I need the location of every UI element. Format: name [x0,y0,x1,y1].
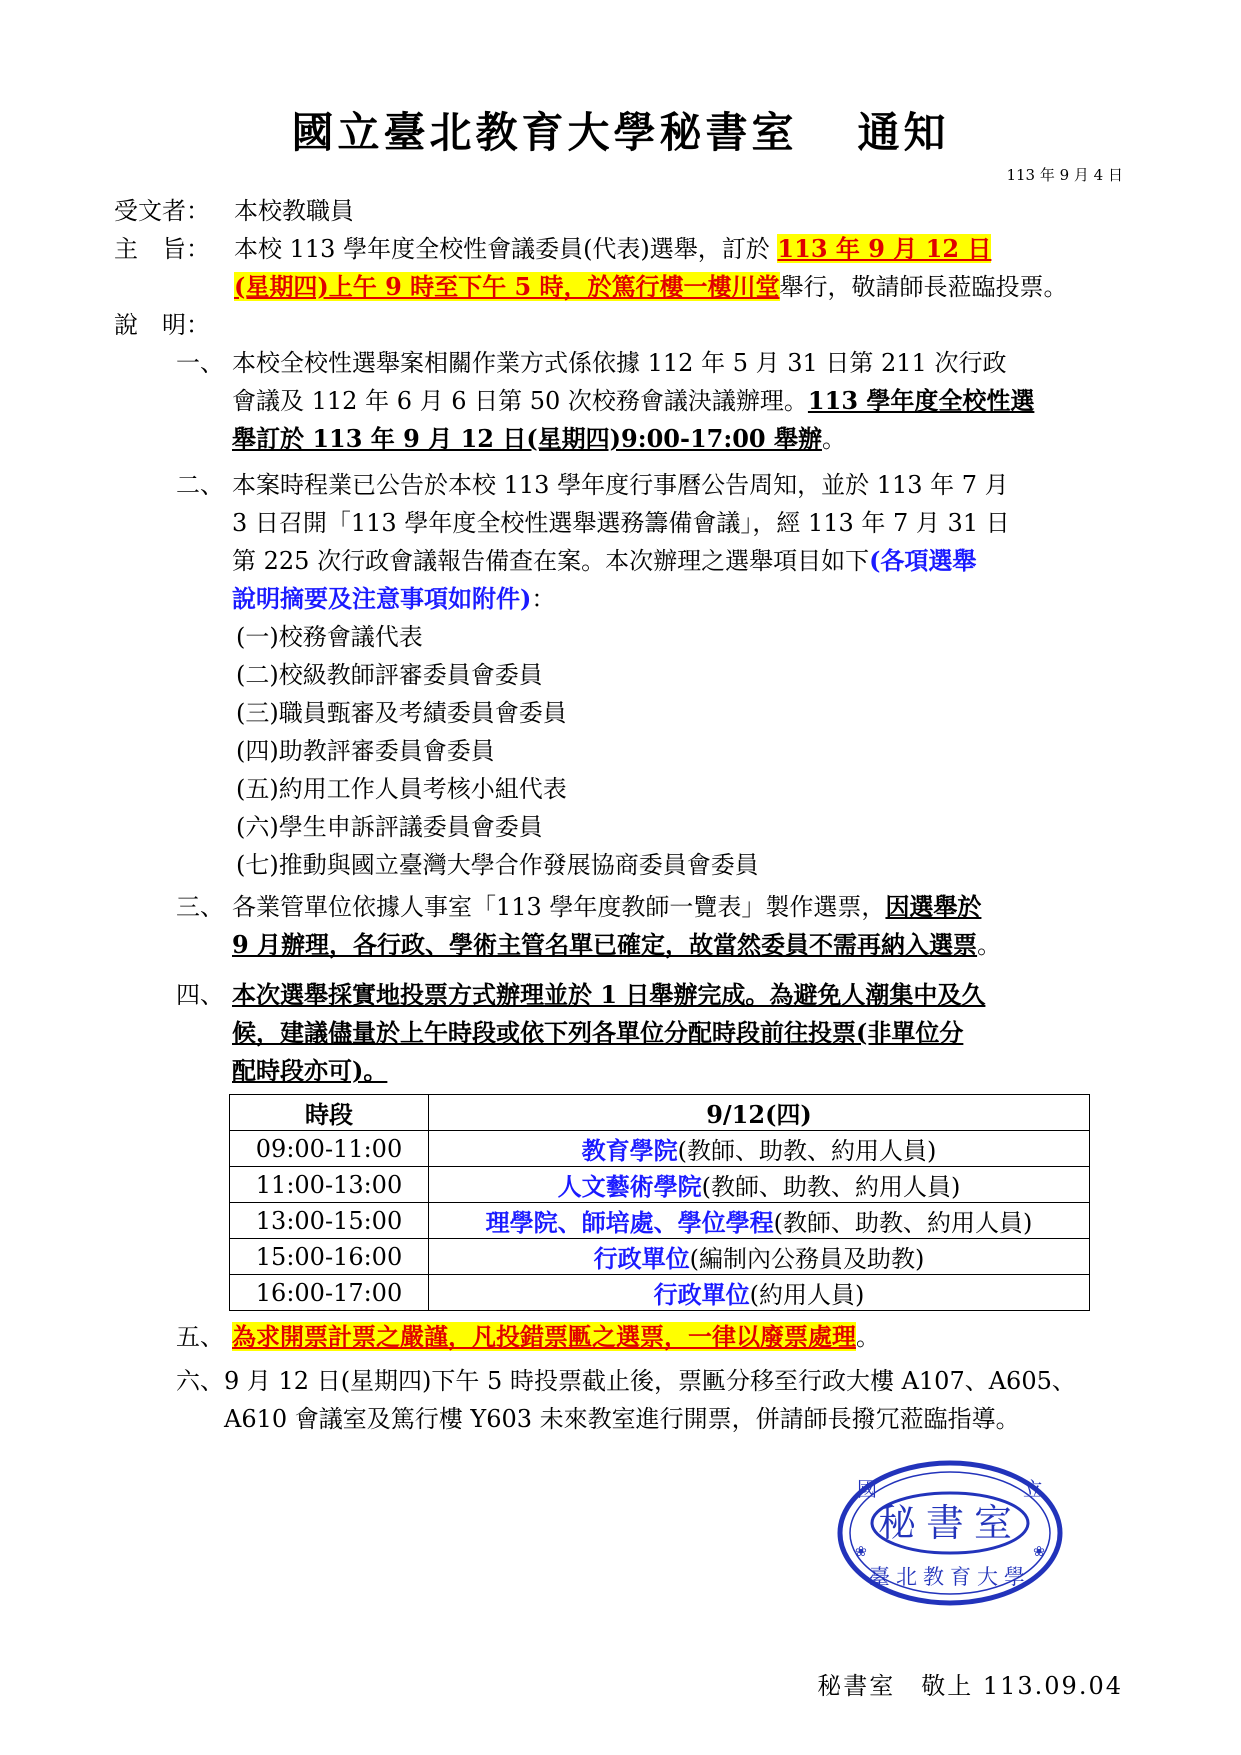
unit-note: (編制內公務員及助教) [689,1245,925,1273]
item-number: 三、 [176,893,224,921]
item-text: 。 [977,931,1002,959]
unit-name: 人文藝術學院 [557,1172,702,1201]
title-type: 通知 [857,108,950,157]
description-item-3 [176,888,1126,964]
description-item-2 [176,466,1126,884]
column-header-time: 時段 [230,1095,429,1131]
voting-schedule-table [229,1094,1090,1311]
recipient-label: 受文者： [114,197,210,225]
subject-text-before: 本校 113 學年度全校性會議委員(代表)選舉，訂於 [234,235,778,263]
unit-cell [429,1275,1090,1311]
document-title [0,100,1241,160]
item-emphasis: 候，建議儘量於上午時段或依下列各單位分配時段前往投票(非單位分 [232,1018,964,1047]
stamp-ring-text: 立 [1023,1477,1043,1501]
item-emphasis: 配時段亦可)。 [232,1056,388,1085]
table-row [230,1239,1090,1275]
item-text: 第 225 次行政會議報告備查在案。本次辦理之選舉項目如下 [232,547,870,575]
item-text: 3 日召開「113 學年度全校性選舉選務籌備會議」，經 113 年 7 月 31 日 [232,509,1010,537]
stamp-flower-icon: ❀ [1033,1544,1045,1560]
item-emphasis: 因選舉於 [885,892,982,921]
subject-label: 主 旨： [114,235,210,263]
unit-note: (教師、助教、約用人員) [773,1209,1033,1237]
office-seal-stamp [835,1458,1065,1608]
item-number: 五、 [176,1323,224,1351]
unit-name: 教育學院 [581,1136,678,1165]
election-item: (五)約用工作人員考核小組代表 [236,775,567,803]
unit-note: (教師、助教、約用人員) [677,1137,937,1165]
time-slot: 15:00-16:00 [230,1239,429,1275]
time-slot: 09:00-11:00 [230,1131,429,1167]
description-label-line [114,306,210,344]
item-text: A610 會議室及篤行樓 Y603 未來教室進行開票，併請師長撥冗蒞臨指導。 [224,1405,1020,1433]
stamp-ring-text: 臺北教育大學 [869,1565,1031,1589]
item-text: 本校全校性選舉案相關作業方式係依據 112 年 5 月 31 日第 211 次行政 [232,349,1007,377]
item-emphasis: 舉訂於 113 年 9 月 12 日(星期四)9:00-17:00 舉辦 [232,424,822,453]
description-item-4 [176,976,1126,1090]
table-row [230,1131,1090,1167]
unit-name: 理學院、師培處、學位學程 [485,1208,774,1237]
item-warning: 為求開票計票之嚴謹，凡投錯票匭之選票，一律以廢票處理 [232,1322,856,1351]
item-text: 本案時程業已公告於本校 113 學年度行事曆公告周知，並於 113 年 7 月 [232,471,1009,499]
table-row [230,1275,1090,1311]
description-item-6 [176,1362,1126,1438]
unit-name: 行政單位 [653,1280,750,1309]
election-item: (二)校級教師評審委員會委員 [236,661,543,689]
stamp-flower-icon: ❀ [855,1544,867,1560]
unit-cell [429,1203,1090,1239]
description-item-1 [176,344,1126,458]
stamp-center-text: 秘書室 [877,1501,1023,1545]
closing-signature: 秘書室 敬上 113.09.04 [817,1672,1123,1700]
election-item: (一)校務會議代表 [236,623,423,651]
recipient-line [114,192,354,230]
item-number: 六、 [176,1367,224,1395]
subject-text-after: 舉行，敬請師長蒞臨投票。 [779,273,1068,301]
subject-highlight-time-place: (星期四)上午 9 時至下午 5 時，於篤行樓一樓川堂 [234,272,780,301]
item-text: 會議及 112 年 6 月 6 日第 50 次校務會議決議辦理。 [232,387,808,415]
issue-date: 113 年 9 月 4 日 [1006,166,1123,184]
stamp-ring-text: 國 [857,1477,877,1501]
unit-cell [429,1239,1090,1275]
item-emphasis: 本次選舉採實地投票方式辦理並於 1 日舉辦完成。為避免人潮集中及久 [232,980,986,1009]
item-attachment-note: 說明摘要及注意事項如附件) [232,584,532,613]
table-row [230,1203,1090,1239]
item-emphasis: 113 學年度全校性選 [807,386,1035,415]
item-text: 。 [821,425,846,453]
election-item: (七)推動與國立臺灣大學合作發展協商委員會委員 [236,851,759,879]
description-label: 說 明： [114,311,210,339]
item-text: ： [531,585,556,613]
unit-cell [429,1131,1090,1167]
item-text: 各業管單位依據人事室「113 學年度教師一覽表」製作選票， [232,893,886,921]
time-slot: 16:00-17:00 [230,1275,429,1311]
subject-block [114,230,1124,306]
recipient-value: 本校教職員 [234,197,354,225]
table-header-row [230,1095,1090,1131]
unit-name: 行政單位 [593,1244,690,1273]
item-number: 二、 [176,471,224,499]
description-item-5 [176,1318,1126,1356]
election-item: (四)助教評審委員會委員 [236,737,495,765]
title-org: 國立臺北教育大學秘書室 [291,108,798,157]
item-number: 一、 [176,349,224,377]
election-item: (三)職員甄審及考績委員會委員 [236,699,567,727]
unit-note: (教師、助教、約用人員) [701,1173,961,1201]
time-slot: 11:00-13:00 [230,1167,429,1203]
column-header-date: 9/12(四) [429,1095,1090,1131]
election-item: (六)學生申訴評議委員會委員 [236,813,543,841]
item-text: 9 月 12 日(星期四)下午 5 時投票截止後，票匭分移至行政大樓 A107、A605、 [224,1367,1076,1395]
item-text: 。 [856,1323,880,1351]
subject-highlight-date: 113 年 9 月 12 日 [777,234,992,263]
unit-cell [429,1167,1090,1203]
table-row [230,1167,1090,1203]
unit-note: (約用人員) [749,1281,865,1309]
item-number: 四、 [176,981,224,1009]
item-emphasis: 9 月辦理，各行政、學術主管名單已確定，故當然委員不需再納入選票 [232,930,978,959]
time-slot: 13:00-15:00 [230,1203,429,1239]
item-attachment-note: (各項選舉 [869,546,977,575]
